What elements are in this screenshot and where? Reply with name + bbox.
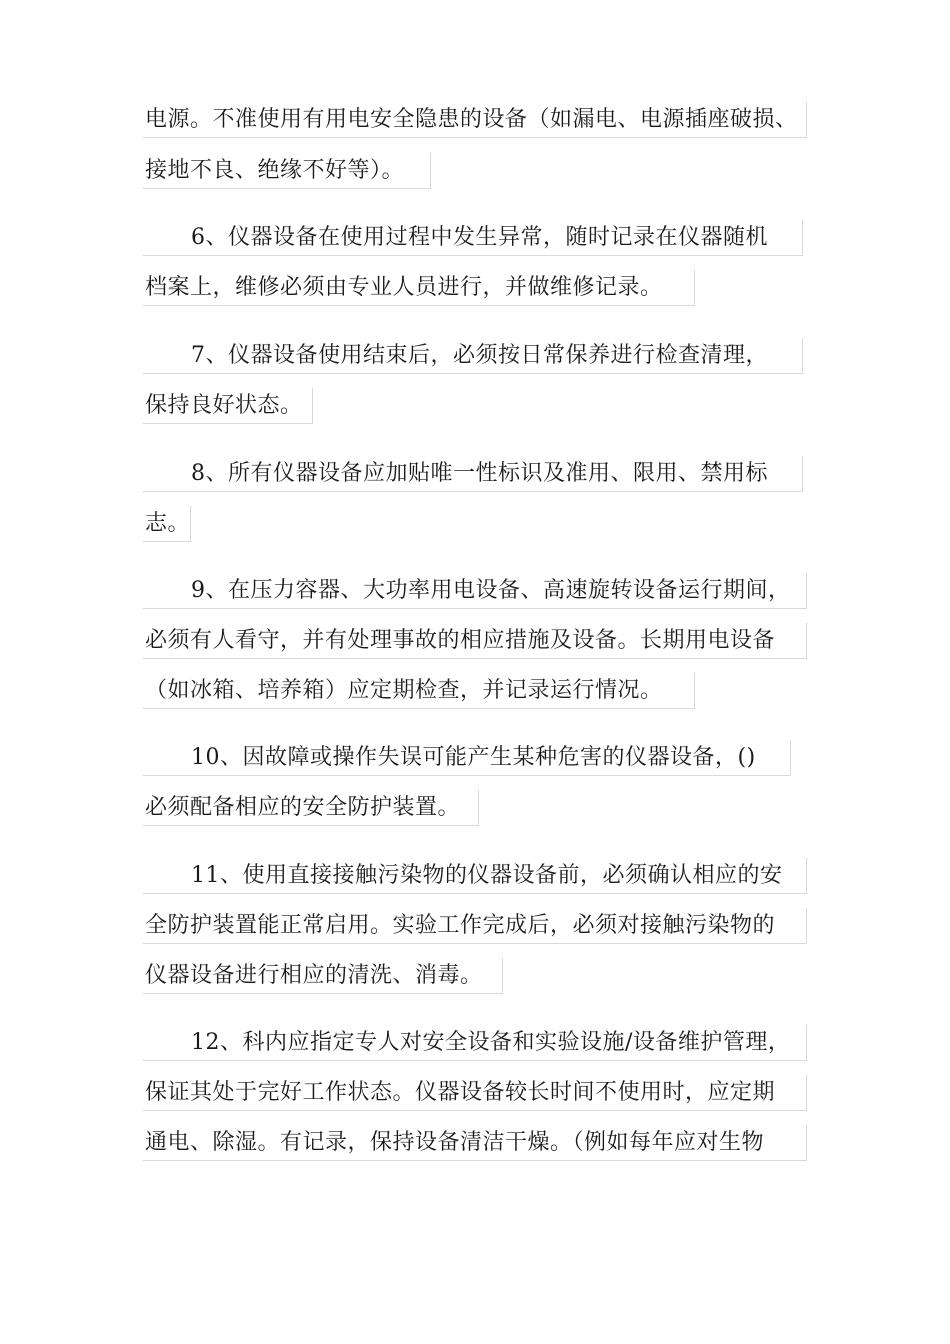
paragraph-9-line-2: 必须有人看守，并有处理事故的相应措施及设备。长期用电设备	[143, 623, 807, 659]
text-line: 电源。不准使用有用电安全隐患的设备（如漏电、电源插座破损、	[143, 102, 807, 138]
paragraph-8-line-1: 8、所有仪器设备应加贴唯一性标识及准用、限用、禁用标	[143, 456, 803, 492]
paragraph-8-line-2: 志。	[143, 506, 191, 542]
paragraph-6-line-2: 档案上，维修必须由专业人员进行，并做维修记录。	[143, 270, 695, 306]
paragraph-11-line-3: 仪器设备进行相应的清洗、消毒。	[143, 958, 503, 994]
text-line: 接地不良、绝缘不好等）。	[143, 153, 431, 189]
paragraph-11-line-2: 全防护装置能正常启用。实验工作完成后，必须对接触污染物的	[143, 908, 807, 944]
paragraph-12-line-3: 通电、除湿。有记录，保持设备清洁干燥。（例如每年应对生物	[143, 1125, 807, 1161]
paragraph-10-line-2: 必须配备相应的安全防护装置。	[143, 790, 479, 826]
paragraph-12-line-1: 12、科内应指定专人对安全设备和实验设施/设备维护管理，	[143, 1025, 807, 1061]
paragraph-12-line-2: 保证其处于完好工作状态。仪器设备较长时间不使用时，应定期	[143, 1075, 807, 1111]
paragraph-9-line-1: 9、在压力容器、大功率用电设备、高速旋转设备运行期间，	[143, 573, 807, 609]
paragraph-7-line-2: 保持良好状态。	[143, 388, 313, 424]
paragraph-10-line-1: 10、因故障或操作失误可能产生某种危害的仪器设备，()	[143, 740, 791, 776]
paragraph-6-line-1: 6、仪器设备在使用过程中发生异常，随时记录在仪器随机	[143, 220, 803, 256]
paragraph-11-line-1: 11、使用直接接触污染物的仪器设备前，必须确认相应的安	[143, 858, 807, 894]
paragraph-9-line-3: （如冰箱、培养箱）应定期检查，并记录运行情况。	[143, 673, 695, 709]
paragraph-7-line-1: 7、仪器设备使用结束后，必须按日常保养进行检查清理，	[143, 338, 803, 374]
